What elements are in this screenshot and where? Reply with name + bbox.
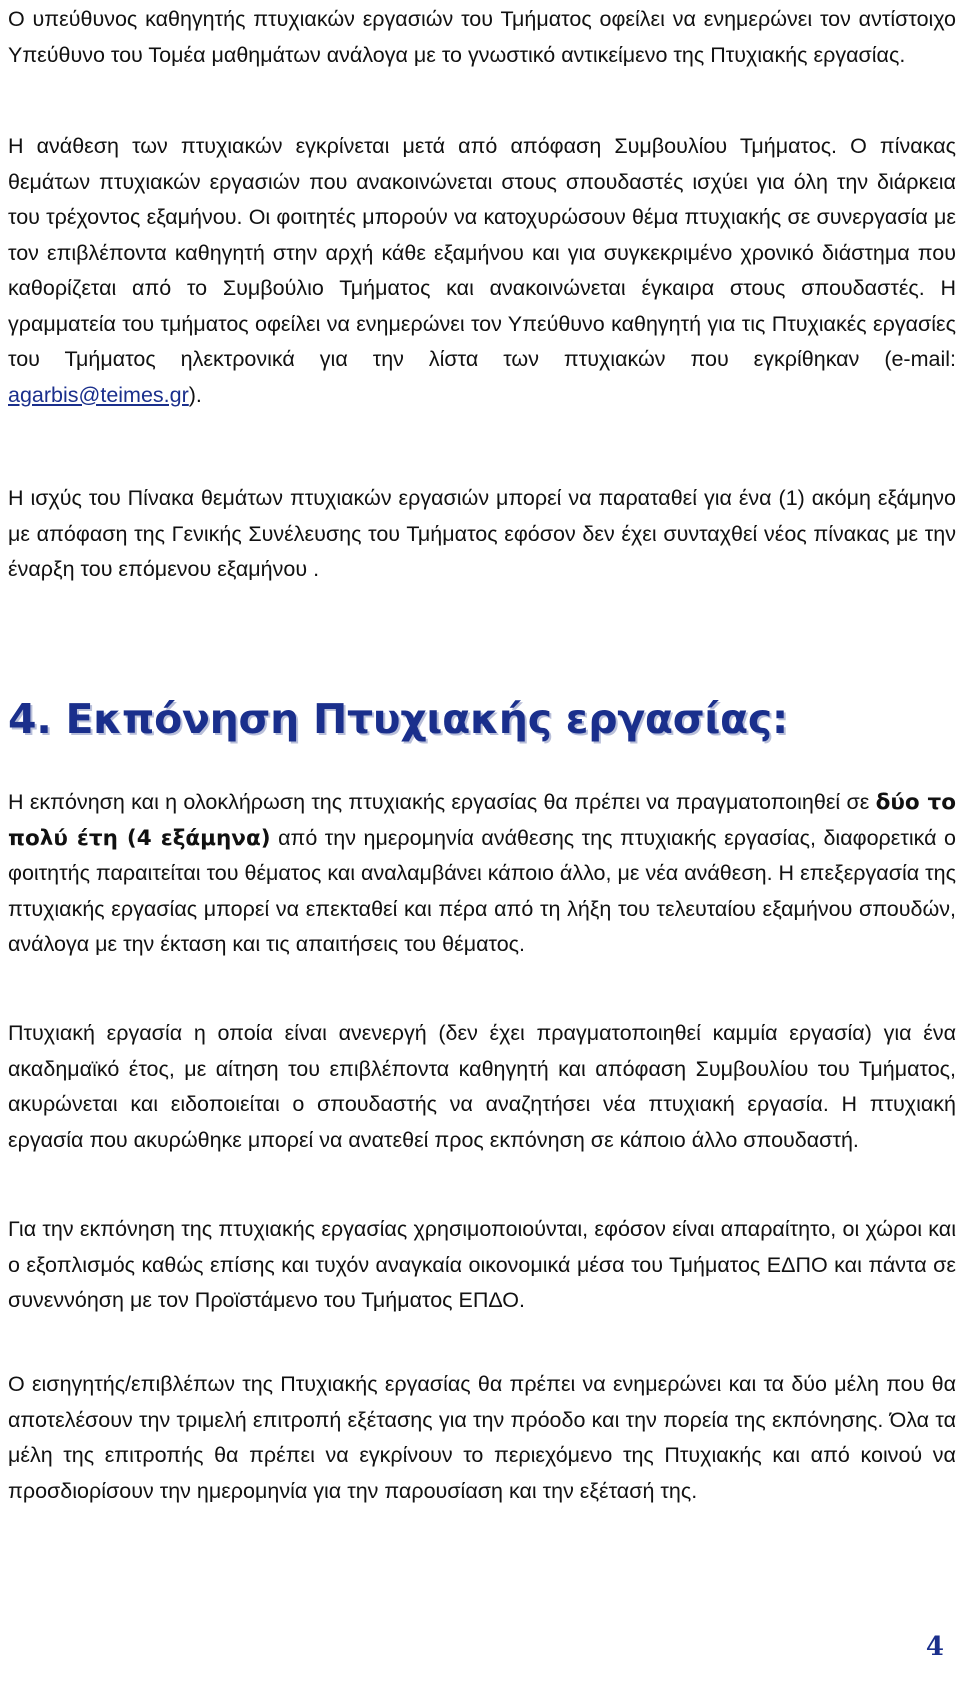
paragraph-completion-deadline bbox=[8, 785, 956, 963]
bold-deadline-text: δύο το πολύ έτη (4 εξάμηνα) bbox=[8, 790, 956, 851]
paragraph-text: Η εκπόνηση και η ολοκλήρωση της πτυχιακής εργασίας θα πρέπει να πραγματοποιηθεί σε bbox=[8, 790, 876, 814]
paragraph-text: Πτυχιακή εργασία η οποία είναι ανενεργή (δεν έχει πραγματοποιηθεί καμμία εργασία) για ένα ακαδημαϊκό έτος, με αίτηση του επιβλέποντα καθηγητή και απόφαση Συμβουλίου του Τμήματος, ακυρώνεται και ειδοποιείται ο σπουδαστής να αναζητήσει νέα πτυχιακή εργασία. Η πτυχιακή εργασία που ακυρώθηκε μπορεί να ανατεθεί προς εκπόνηση σε κάποιο άλλο σπουδαστή. bbox=[8, 1021, 956, 1152]
page-number: 4 bbox=[925, 1632, 944, 1662]
paragraph-inactive-thesis bbox=[8, 1016, 956, 1158]
paragraph-text: Η ανάθεση των πτυχιακών εγκρίνεται μετά από απόφαση Συμβουλίου Τμήματος. Ο πίνακας θεμάτων πτυχιακών εργασιών που ανακοινώνεται στους σπουδαστές ισχύει για όλη την διάρκεια του τρέχοντος εξαμήνου. Οι φοιτητές μπορούν να κατοχυρώσουν θέμα πτυχιακής σε συνεργασία με τον επιβλέποντα καθηγητή στην αρχή κάθε εξαμήνου και για συγκεκριμένο χρονικό διάστημα που καθορίζεται από το Συμβούλιο Τμήματος και ανακοινώνεται έγκαιρα στους σπουδαστές. Η γραμματεία του τμήματος οφείλει να ενημερώνει τον Υπεύθυνο καθηγητή για τις Πτυχιακές εργασίες του Τμήματος ηλεκτρονικά για την λίστα των πτυχιακών που εγκρίθηκαν (e-mail: bbox=[8, 134, 956, 371]
paragraph-assignment-approval bbox=[8, 129, 956, 413]
paragraph-text: Ο υπεύθυνος καθηγητής πτυχιακών εργασιών του Τμήματος οφείλει να ενημερώνει τον αντίστοιχο Υπεύθυνο του Τομέα μαθημάτων ανάλογα με το γνωστικό αντικείμενο της Πτυχιακής εργασίας. bbox=[8, 7, 956, 67]
paragraph-text: Η ισχύς του Πίνακα θεμάτων πτυχιακών εργασιών μπορεί να παραταθεί για ένα (1) ακόμη εξάμηνο με απόφαση της Γενικής Συνέλευσης του Τμήματος εφόσον δεν έχει συνταχθεί νέος πίνακας με την έναρξη του επόμενου εξαμήνου . bbox=[8, 486, 956, 581]
paragraph-text: Ο εισηγητής/επιβλέπων της Πτυχιακής εργασίας θα πρέπει να ενημερώνει και τα δύο μέλη που θα αποτελέσουν την τριμελή επιτροπή εξέτασης για την πρόοδο και την πορεία της εκπόνησης. Όλα τα μέλη της επιτροπής θα πρέπει να εγκρίνουν το περιεχόμενο της Πτυχιακής και από κοινού να προσδιορίσουν την ημερομηνία για την παρουσίαση και την εξέτασή της. bbox=[8, 1372, 956, 1503]
paragraph-resources bbox=[8, 1212, 956, 1319]
paragraph-validity-extension bbox=[8, 481, 956, 588]
email-link[interactable]: agarbis@teimes.gr bbox=[8, 382, 189, 407]
section-heading: 4. Εκπόνηση Πτυχιακής εργασίας: bbox=[8, 695, 789, 743]
paragraph-committee bbox=[8, 1367, 956, 1509]
paragraph-supervisor-duty bbox=[8, 2, 956, 73]
paragraph-text-end: από την ημερομηνία ανάθεσης της πτυχιακής εργασίας, διαφορετικά ο φοιτητής παραιτείται του θέματος και αναλαμβάνει κάποιο άλλο, με νέα ανάθεση. Η επεξεργασία της πτυχιακής εργασίας μπορεί να επεκταθεί και πέρα από τη λήξη του τελευταίου εξαμήνου σπουδών, ανάλογα με την έκταση και τις απαιτήσεις του θέματος. bbox=[8, 825, 957, 956]
paragraph-text-end: ). bbox=[188, 382, 202, 407]
paragraph-text: Για την εκπόνηση της πτυχιακής εργασίας χρησιμοποιούνται, εφόσον είναι απαραίτητο, οι χώροι και ο εξοπλισμός καθώς επίσης και τυχόν αναγκαία οικονομικά μέσα του Τμήματος ΕΔΠΟ και πάντα σε συνεννόηση με τον Προϊστάμενο του Τμήματος ΕΠΔΟ. bbox=[8, 1217, 956, 1312]
